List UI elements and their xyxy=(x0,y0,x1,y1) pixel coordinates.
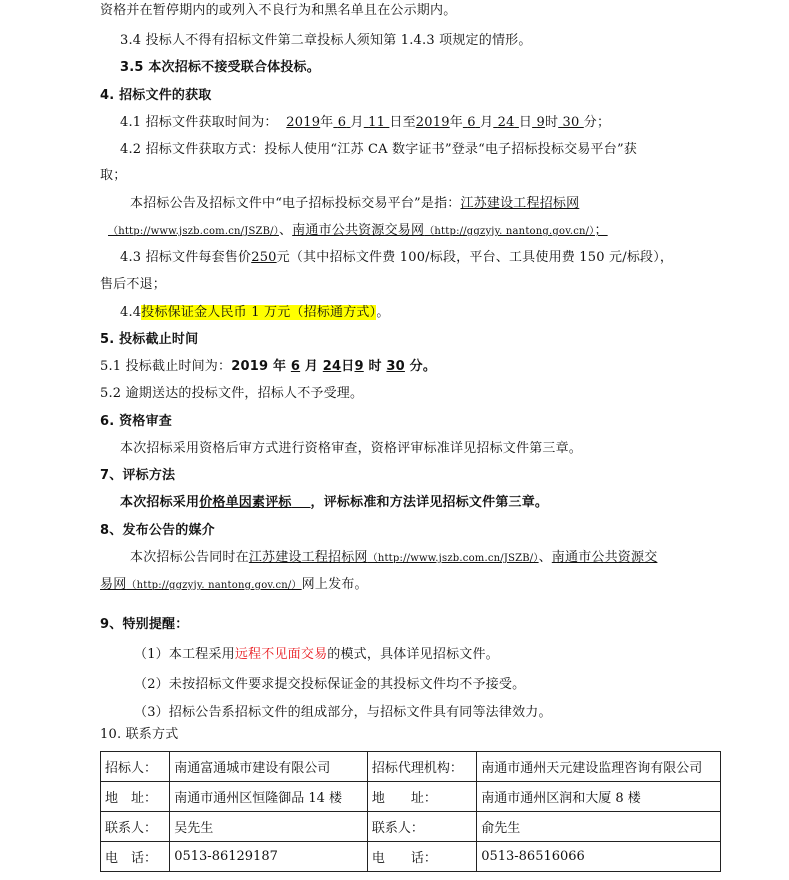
contact-label: 电 话： xyxy=(101,842,170,872)
media-url-jszb[interactable]: （http://www.jszb.com.cn/JSZB/） xyxy=(367,553,539,564)
platform-site-jszb[interactable]: 江苏建设工程招标网 xyxy=(460,196,580,211)
heading-6: 6. 资格审查 xyxy=(100,414,172,429)
contact-value: 俞先生 xyxy=(477,812,721,842)
table-row xyxy=(101,782,721,812)
prev-tail: 资格并在暂停期内的或列入不良行为和黑名单且在公示期内。 xyxy=(100,3,457,18)
table-row xyxy=(101,812,721,842)
contact-label: 招标代理机构： xyxy=(367,752,476,782)
media-line1: 本次招标公告同时在江苏建设工程招标网（http://www.jszb.com.cn/JSZB/）、南通市公共资源交 xyxy=(130,550,658,565)
contact-label: 联系人： xyxy=(367,812,476,842)
contact-value: 吴先生 xyxy=(170,812,368,842)
contact-label: 地 址： xyxy=(101,782,170,812)
contact-label: 联系人： xyxy=(101,812,170,842)
contact-value: 南通富通城市建设有限公司 xyxy=(170,752,368,782)
clause-5-1: 5.1 投标截止时间为：2019 年 6 月 24日9 时 30 分。 xyxy=(100,359,437,374)
contact-label: 地 址： xyxy=(367,782,476,812)
clause-4-3: 4.3 招标文件每套售价250元（其中招标文件费 100/标段，平台、工具使用费 150 元/标段）， xyxy=(120,250,674,265)
deposit-highlight: 投标保证金人民币 1 万元（招标通方式） xyxy=(141,305,377,320)
platform-url-nantong[interactable]: （http://ggzyjy. nantong.gov.cn/） xyxy=(424,226,595,237)
evaluation-method: 本次招标采用价格单因素评标 ，评标标准和方法详见招标文件第三章。 xyxy=(120,495,549,510)
clause-5-2: 5.2 逾期送达的投标文件，招标人不予受理。 xyxy=(100,386,364,401)
media-site-jszb[interactable]: 江苏建设工程招标网 xyxy=(248,550,368,565)
contact-value: 0513-86129187 xyxy=(170,842,368,872)
notice-3: （3）招标公告系招标文件的组成部分，与招标文件具有同等法律效力。 xyxy=(134,705,552,720)
clause-4-3-line2: 售后不退； xyxy=(100,277,167,292)
clause-4-1: 4.1 招标文件获取时间为： 2019年 6 月 11 日至2019年 6 月 24 日 9时 30 分； xyxy=(120,115,611,130)
contact-value: 南通市通州区恒隆御品 14 楼 xyxy=(170,782,368,812)
clause-3-5: 3.5 本次招标不接受联合体投标。 xyxy=(120,60,320,75)
clause-4-2-line2: 取； xyxy=(100,168,127,183)
qualification-body: 本次招标采用资格后审方式进行资格审查，资格评审标准详见招标文件第三章。 xyxy=(120,441,583,456)
table-row xyxy=(101,842,721,872)
heading-9: 9、特别提醒： xyxy=(100,617,189,632)
contact-label: 招标人： xyxy=(101,752,170,782)
platform-lead: 本招标公告及招标文件中“电子招标投标交易平台”是指：江苏建设工程招标网 xyxy=(130,196,580,211)
heading-10: 10. 联系方式 xyxy=(100,727,179,742)
media-site-nantong[interactable]: 南通市公共资源交 xyxy=(551,550,658,565)
media-line2: 易网（http://ggzyjy. nantong.gov.cn/）网上发布。 xyxy=(100,577,368,592)
heading-8: 8、发布公告的媒介 xyxy=(100,523,215,538)
contact-value: 南通市通州天元建设监理咨询有限公司 xyxy=(477,752,721,782)
clause-4-4: 4.4投标保证金人民币 1 万元（招标通方式）。 xyxy=(120,305,390,320)
contact-value: 0513-86516066 xyxy=(477,842,721,872)
contact-label: 电 话： xyxy=(367,842,476,872)
table-row xyxy=(101,752,721,782)
heading-7: 7、评标方法 xyxy=(100,468,176,483)
heading-5: 5. 投标截止时间 xyxy=(100,332,199,347)
contact-table xyxy=(100,751,721,872)
clause-4-2-line1: 4.2 招标文件获取方式：投标人使用“江苏 CA 数字证书”登录“电子招标投标交易平台”获 xyxy=(120,142,637,157)
notice-1: （1）本工程采用远程不见面交易的模式，具体详见招标文件。 xyxy=(134,647,499,662)
notice-2: （2）未按招标文件要求提交投标保证金的其投标文件均不予接受。 xyxy=(134,677,526,692)
platform-urls: （http://www.jszb.com.cn/JSZB/）、南通市公共资源交易网（http://ggzyjy. nantong.gov.cn/）； xyxy=(108,223,608,238)
platform-url-jszb[interactable]: （http://www.jszb.com.cn/JSZB/） xyxy=(108,226,279,237)
platform-site-nantong[interactable]: 南通市公共资源交易网 xyxy=(292,223,425,238)
heading-4: 4. 招标文件的获取 xyxy=(100,88,212,103)
contact-value: 南通市通州区润和大厦 8 楼 xyxy=(477,782,721,812)
clause-3-4: 3.4 投标人不得有招标文件第二章投标人须知第 1.4.3 项规定的情形。 xyxy=(120,33,532,48)
media-url-nantong[interactable]: （http://ggzyjy. nantong.gov.cn/） xyxy=(126,580,302,591)
